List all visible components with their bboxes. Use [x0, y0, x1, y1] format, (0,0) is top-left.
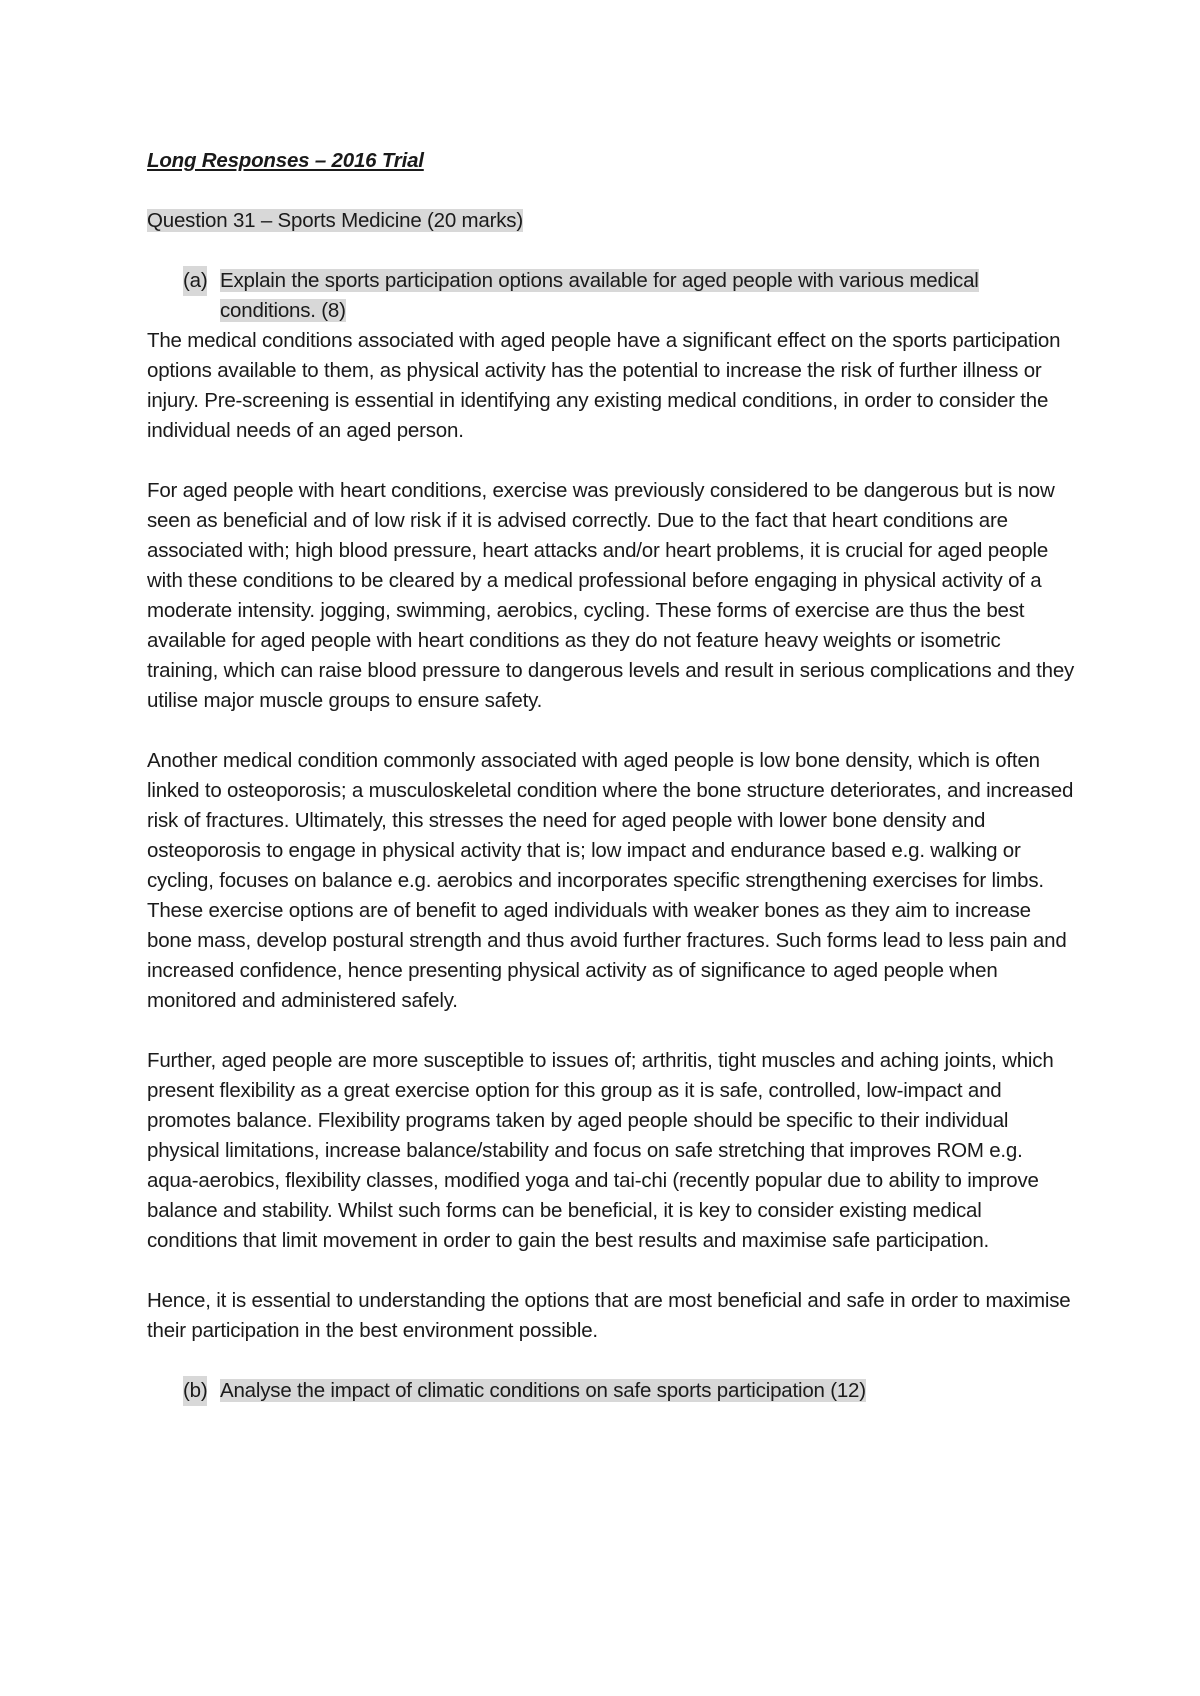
- document-title-text: Long Responses – 2016 Trial: [147, 149, 424, 172]
- document-title: [147, 146, 1077, 176]
- answer-paragraph-3: Another medical condition commonly associated with aged people is low bone density, which is often linked to osteoporosis; a musculoskeletal condition where the bone structure deteriorates, and increased risk of fractures. Ultimately, this stresses the need for aged people with lower bone density and osteoporosis to engage in physical activity that is; low impact and endurance based e.g. walking or cycling, focuses on balance e.g. aerobics and incorporates specific strengthening exercises for limbs. These exercise options are of benefit to aged individuals with weaker bones as they aim to increase bone mass, develop postural strength and thus avoid further fractures. Such forms lead to less pain and increased confidence, hence presenting physical activity as of significance to aged people when monitored and administered safely.: [147, 749, 1074, 1012]
- part-b-label: (b): [183, 1376, 207, 1406]
- part-b-text: Analyse the impact of climatic conditions on safe sports participation (12): [220, 1379, 866, 1402]
- part-a-question: [147, 266, 1077, 326]
- answer-paragraph-5: Hence, it is essential to understanding the options that are most beneficial and safe in order to maximise their participation in the best environment possible.: [147, 1289, 1071, 1342]
- part-a-label: (a): [183, 266, 207, 296]
- answer-paragraph-1: The medical conditions associated with aged people have a significant effect on the sports participation options available to them, as physical activity has the potential to increase the risk of further illness or injury. Pre-screening is essential in identifying any existing medical conditions, in order to consider the individual needs of an aged person.: [147, 329, 1061, 442]
- part-a-text: Explain the sports participation options available for aged people with various medical conditions. (8): [220, 269, 979, 322]
- question-heading: [147, 206, 1077, 236]
- answer-paragraph-2: For aged people with heart conditions, exercise was previously considered to be dangerous but is now seen as beneficial and of low risk if it is advised correctly. Due to the fact that heart conditions are associated with; high blood pressure, heart attacks and/or heart problems, it is crucial for aged people with these conditions to be cleared by a medical professional before engaging in physical activity of a moderate intensity. jogging, swimming, aerobics, cycling. These forms of exercise are thus the best available for aged people with heart conditions as they do not feature heavy weights or isometric training, which can raise blood pressure to dangerous levels and result in serious complications and they utilise major muscle groups to ensure safety.: [147, 479, 1075, 712]
- question-heading-text: Question 31 – Sports Medicine (20 marks): [147, 209, 523, 232]
- answer-paragraph-4: Further, aged people are more susceptible to issues of; arthritis, tight muscles and aching joints, which present flexibility as a great exercise option for this group as it is safe, controlled, low-impact and promotes balance. Flexibility programs taken by aged people should be specific to their individual physical limitations, increase balance/stability and focus on safe stretching that improves ROM e.g. aqua-aerobics, flexibility classes, modified yoga and tai-chi (recently popular due to ability to improve balance and stability. Whilst such forms can be beneficial, it is key to consider existing medical conditions that limit movement in order to gain the best results and maximise safe participation.: [147, 1049, 1054, 1252]
- part-b-question: [147, 1376, 1077, 1406]
- document-body: [147, 146, 1077, 1406]
